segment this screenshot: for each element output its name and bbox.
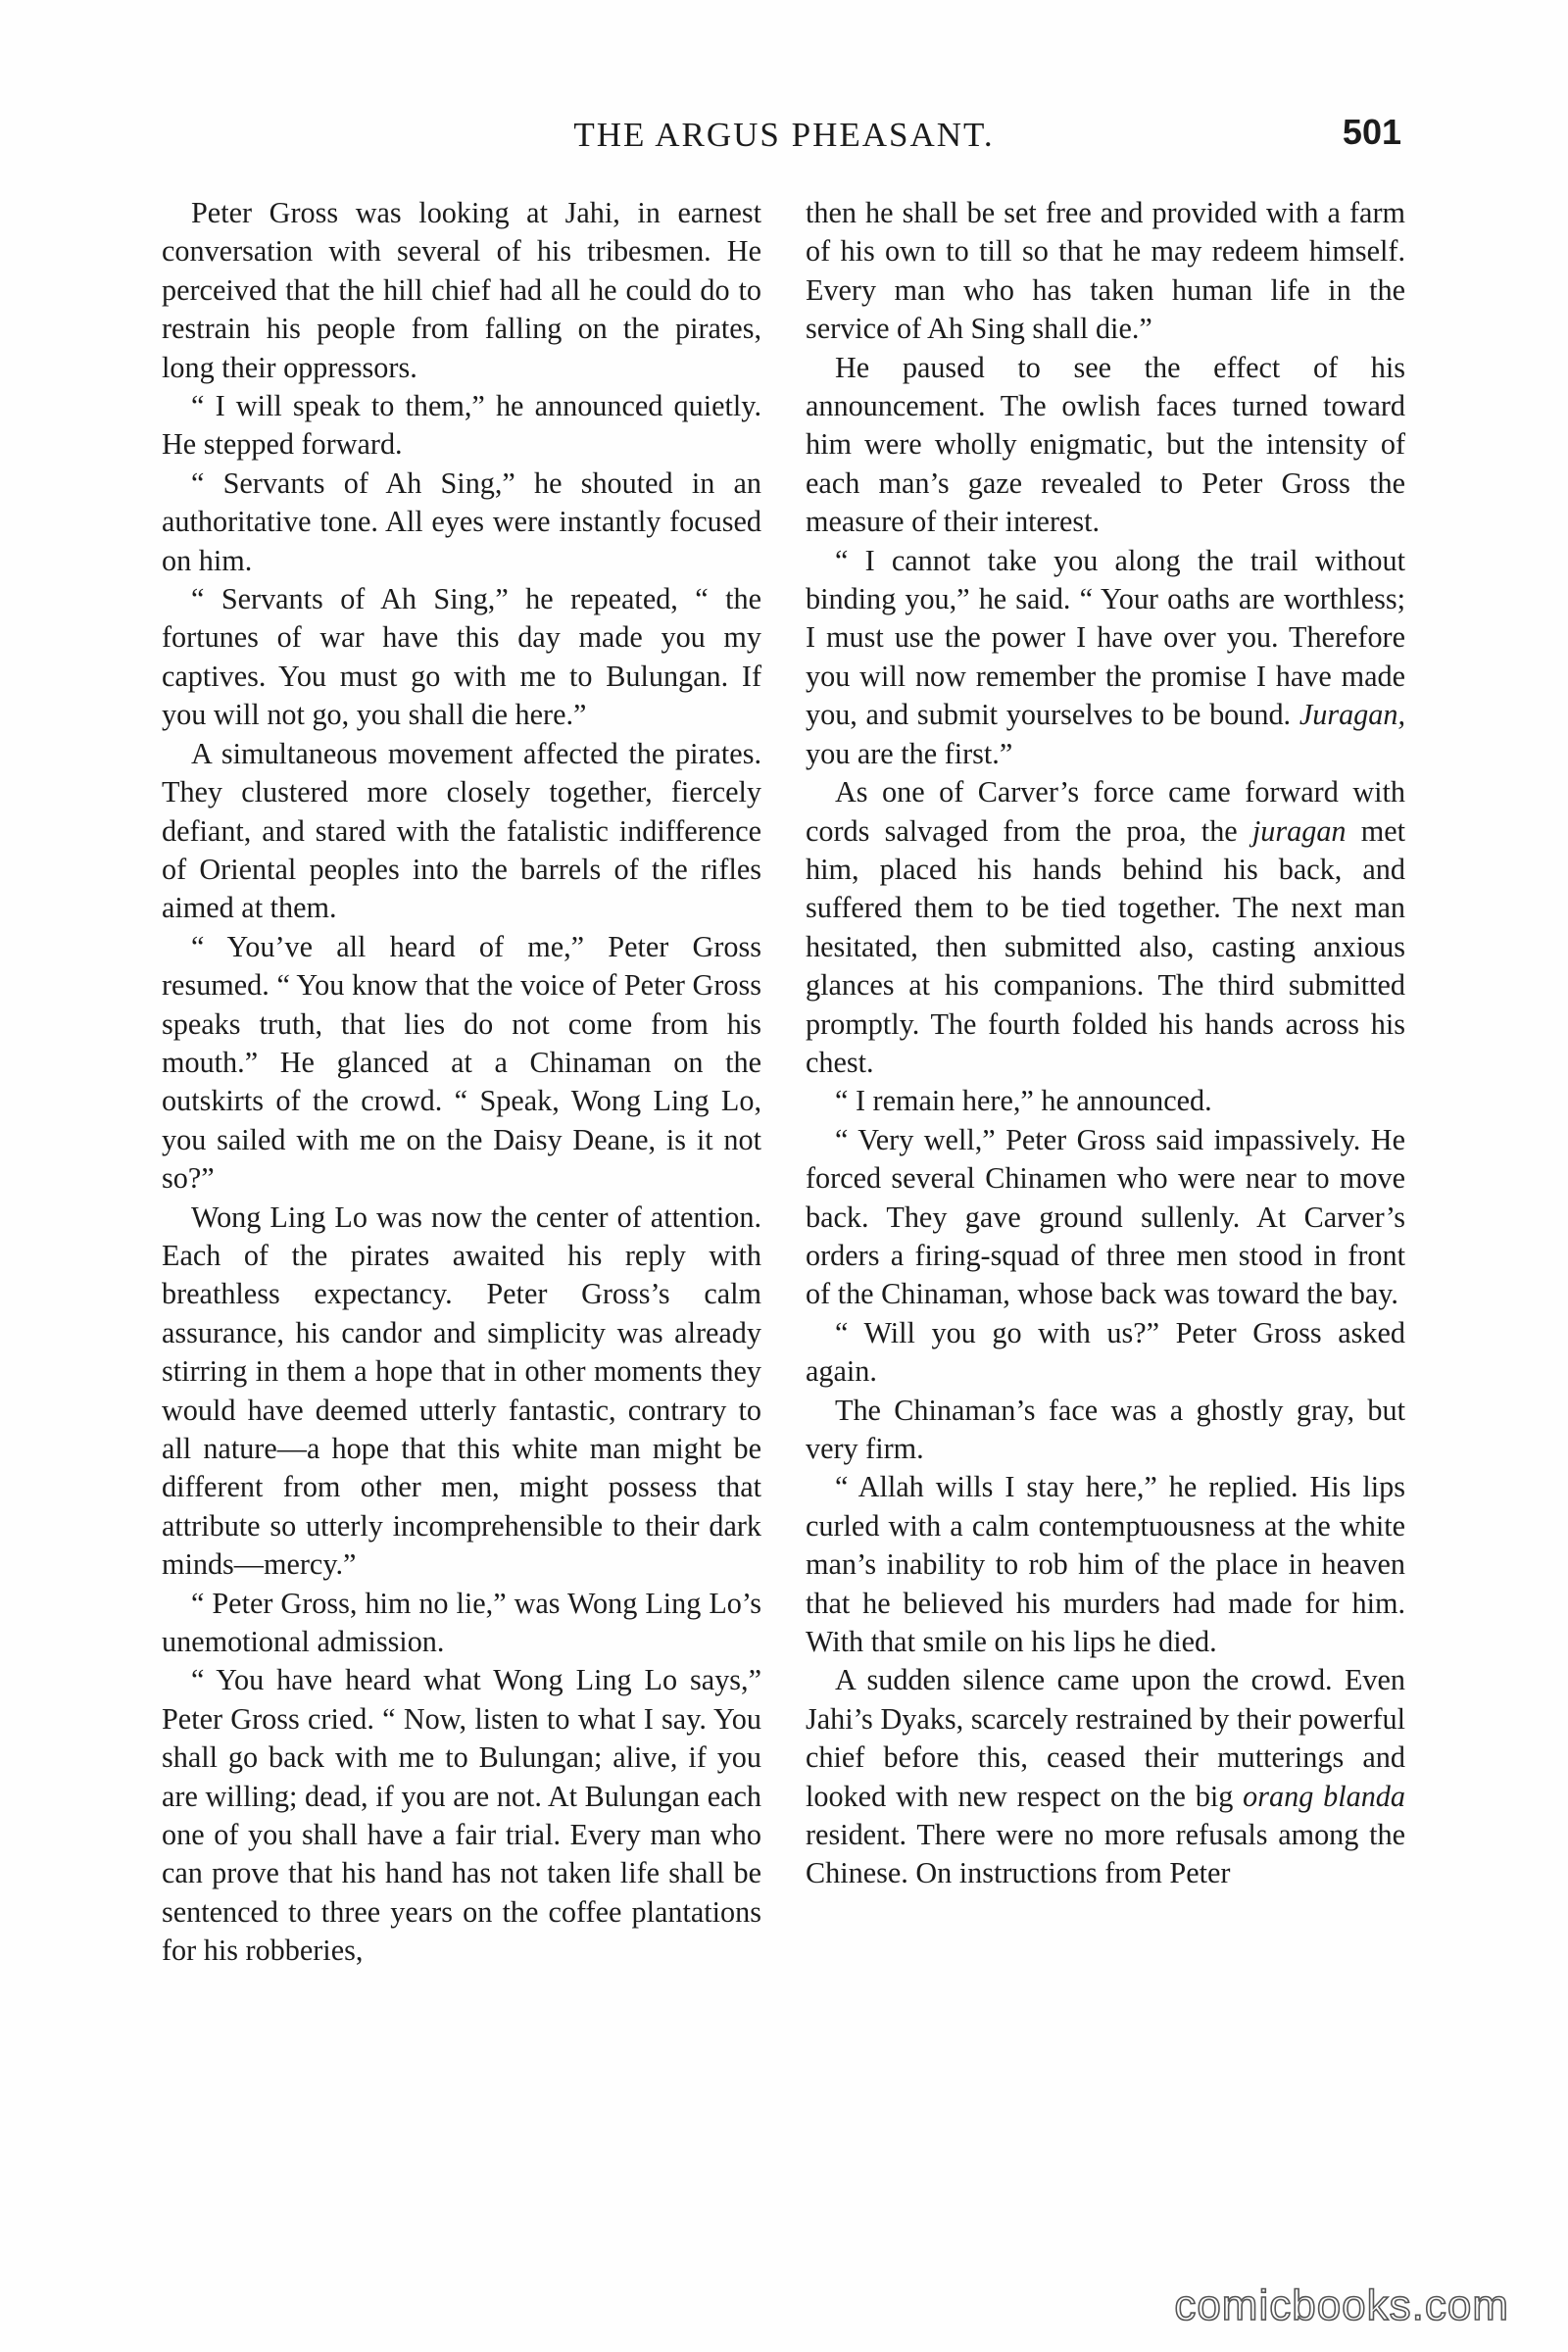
text-run: you are the first.” bbox=[806, 736, 1013, 770]
paragraph: “ You have heard what Wong Ling Lo says,” Peter Gross cried. “ Now, listen to what I say. You shall go back with me to Bulungan; alive, if you are willing; dead, if you are not. At Bulungan each one of you shall have a fair trial. Every man who can prove that his hand has not taken life shall be sentenced to three years on the coffee plantations for his robberies, bbox=[162, 1663, 761, 1968]
page-number: 501 bbox=[1342, 112, 1401, 152]
paragraph bbox=[806, 1661, 1405, 1892]
text-run: “ I cannot take you along the trail without binding you,” he said. “ Your oaths are worthless; I must use the power I have over you. Therefore you will now remember the promise I have made you, and submit yourselves to be bound. bbox=[806, 543, 1405, 732]
paragraph: “ Servants of Ah Sing,” he repeated, “ the fortunes of war have this day made you my captives. You must go with me to Bulungan. If you will not go, you shall die here.” bbox=[162, 582, 761, 732]
paragraph: He paused to see the effect of his announcement. The owlish faces turned toward him were wholly enigmatic, but the intensity of each man’s gaze revealed to Peter Gross the measure of their interest. bbox=[806, 350, 1405, 539]
paragraph bbox=[806, 773, 1405, 1082]
page-header bbox=[0, 112, 1568, 174]
text-run: resident. There were no more refusals among the Chinese. On instructions from Peter bbox=[806, 1818, 1405, 1890]
left-column bbox=[162, 194, 761, 1971]
paragraph: “ Servants of Ah Sing,” he shouted in an authoritative tone. All eyes were instantly focused on him. bbox=[162, 466, 761, 577]
right-column bbox=[806, 194, 1405, 1893]
paragraph: “ Peter Gross, him no lie,” was Wong Ling Lo’s unemotional admission. bbox=[162, 1586, 761, 1659]
running-title: THE ARGUS PHEASANT. bbox=[573, 116, 995, 154]
text-run: met him, placed his hands behind his back, and suffered them to be tied together. The next man hesitated, then submitted also, casting anxious glances at his companions. The third submitted promptly. The fourth folded his hands across his chest. bbox=[806, 813, 1405, 1079]
italic-term: Juragan, bbox=[1298, 698, 1405, 732]
paragraph: “ I remain here,” he announced. bbox=[835, 1084, 1212, 1118]
paragraph: “ Will you go with us?” Peter Gross asked again. bbox=[806, 1315, 1405, 1389]
paragraph: “ You’ve all heard of me,” Peter Gross resumed. “ You know that the voice of Peter Gross speaks truth, that lies do not come from his mouth.” He glanced at a Chinaman on the outskirts of the crowd. “ Speak, Wong Ling Lo, you sailed with me on the Daisy Deane, is it not so?” bbox=[162, 929, 761, 1196]
watermark-logo: comicbooks.com bbox=[1174, 2281, 1509, 2329]
paragraph: then he shall be set free and provided with a farm of his own to till so that he may redeem himself. Every man who has taken human life in the service of Ah Sing shall die.” bbox=[806, 196, 1405, 346]
paragraph: A simultaneous movement affected the pirates. They clustered more closely together, fiercely defiant, and stared with the fatalistic indifference of Oriental peoples into the barrels of the rifles aimed at them. bbox=[162, 736, 761, 925]
paragraph: Peter Gross was looking at Jahi, in earnest conversation with several of his tribesmen. He perceived that the hill chief had all he could do to restrain his people from falling on the pirates, long their oppressors. bbox=[162, 196, 761, 384]
italic-term: orang blanda bbox=[1243, 1779, 1405, 1813]
paragraph: The Chinaman’s face was a ghostly gray, but very firm. bbox=[806, 1393, 1405, 1465]
paragraph: “ Allah wills I stay here,” he replied. His lips curled with a calm contemptuousness at the white man’s inability to rob him of the place in heaven that he believed his murders had made for him. With that smile on his lips he died. bbox=[806, 1470, 1405, 1659]
paragraph: Wong Ling Lo was now the center of attention. Each of the pirates awaited his reply with breathless expectancy. Peter Gross’s calm assurance, his candor and simplicity was already stirring in them a hope that in other moments they would have deemed utterly fantastic, contrary to all nature—a hope that this white man might be different from other men, might possess that attribute so utterly incomprehensible to their dark minds—mercy.” bbox=[162, 1200, 761, 1582]
paragraph: “ Very well,” Peter Gross said impassively. He forced several Chinamen who were near to move back. They gave ground sullenly. At Carver’s orders a firing-squad of three men stood in front of the Chinaman, whose back was toward the bay. bbox=[806, 1122, 1405, 1311]
italic-term: juragan bbox=[1251, 813, 1347, 848]
text-run: A sudden silence came upon the crowd. Even Jahi’s Dyaks, scarcely restrained by their powerful chief before this, ceased their mutterings and looked with new respect on the big bbox=[806, 1663, 1405, 1813]
paragraph: “ I will speak to them,” he announced quietly. He stepped forward. bbox=[162, 389, 761, 462]
text-run: As one of Carver’s force came forward with cords salvaged from the proa, the bbox=[806, 775, 1405, 848]
paragraph bbox=[806, 542, 1405, 773]
